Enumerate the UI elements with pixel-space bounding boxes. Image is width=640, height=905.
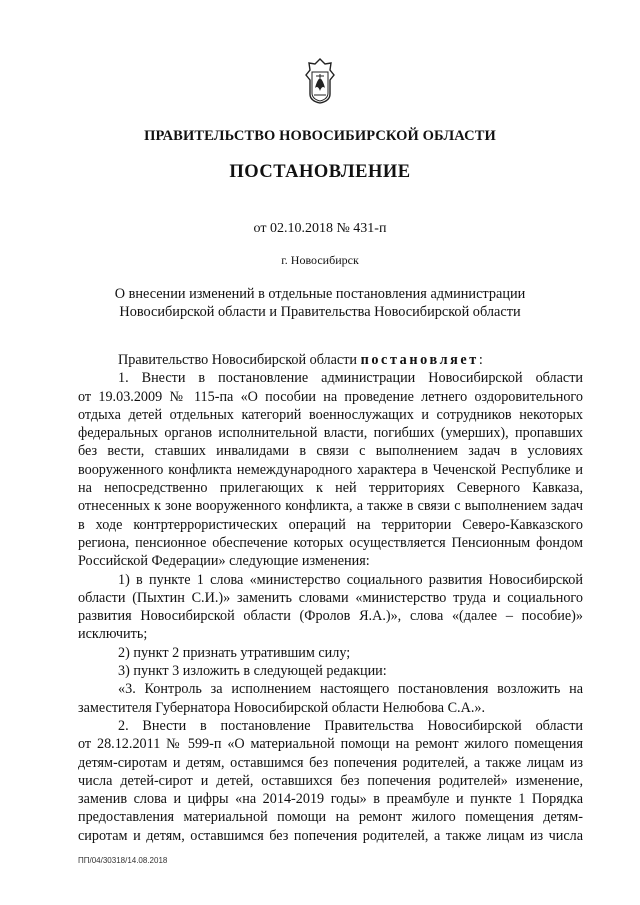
document-type-title: ПОСТАНОВЛЕНИЕ bbox=[229, 162, 411, 182]
body-line: в ходе контртеррористических операций на территории Северо-Кавказского bbox=[78, 516, 583, 533]
body-line: области (Пыхтин С.И.)» заменить словами «министерство труда и социального bbox=[78, 589, 583, 606]
body-line: 2. Внести в постановление Правительства Новосибирской области bbox=[118, 717, 583, 734]
body-line: без вести, ставших инвалидами в связи с выполнением задач в условиях bbox=[78, 443, 583, 460]
organization-name: ПРАВИТЕЛЬСТВО НОВОСИБИРСКОЙ ОБЛАСТИ bbox=[144, 128, 496, 144]
body-line: предоставления материальной помощи на ремонт жилого помещения детям- bbox=[78, 809, 583, 826]
body-line: отнесенных к зоне вооруженного конфликта, а также в связи с выполнением задач bbox=[78, 498, 583, 515]
body-line: сиротам и детям, оставшимся без попечения родителей, а также лицам из числа bbox=[78, 827, 583, 844]
coat-of-arms-emblem bbox=[303, 58, 337, 104]
body-line: 1. Внести в постановление администрации Новосибирской области bbox=[118, 370, 583, 387]
body-line: развития Новосибирской области (Фролов Я.А.)», слова «(далее – пособие)» bbox=[78, 608, 583, 625]
decree-word: постановляет bbox=[360, 352, 479, 368]
preamble-colon: : bbox=[478, 352, 483, 368]
body-line: детям-сиротам и детям, оставшимся без попечения родителей, а также лицам из bbox=[78, 754, 583, 771]
body-line: региона, пенсионное обеспечение которых осуществляется Пенсионным фондом bbox=[78, 534, 583, 551]
body-line: от 19.03.2009 № 115-па «О пособии на проведение летнего оздоровительного bbox=[78, 388, 583, 405]
preamble-line bbox=[78, 351, 583, 369]
subject-line: О внесении изменений в отдельные постановления администрации bbox=[114, 286, 526, 302]
subject-line: Новосибирской области и Правительства Новосибирской области bbox=[119, 303, 521, 320]
body-line: от 28.12.2011 № 599-п «О материальной помощи на ремонт жилого помещения bbox=[78, 736, 583, 753]
body-line: на непосредственно прилегающих к ней территориях Северного Кавказа, bbox=[78, 480, 583, 497]
body-line: исключить; bbox=[78, 626, 148, 643]
body-line: заместителя Губернатора Новосибирской области Нелюбова С.А.». bbox=[78, 699, 486, 716]
body-line: «3. Контроль за исполнением настоящего постановления возложить на bbox=[118, 681, 583, 698]
document-body bbox=[78, 351, 583, 845]
body-line: отдыха детей отдельных категорий военнослужащих и сотрудников некоторых bbox=[78, 406, 583, 423]
footer-document-code: ПП/04/30318/14.08.2018 bbox=[78, 856, 168, 865]
body-line: 1) в пункте 1 слова «министерство социального развития Новосибирской bbox=[118, 571, 583, 588]
city-name: г. Новосибирск bbox=[281, 253, 359, 267]
document-subject bbox=[0, 286, 640, 321]
body-line: 3) пункт 3 изложить в следующей редакции: bbox=[118, 663, 387, 680]
body-line: вооруженного конфликта немеждународного характера в Чеченской Республике и bbox=[78, 461, 583, 478]
body-line: заменив слова и цифры «на 2014-2019 годы» в преамбуле и пункте 1 Порядка bbox=[78, 791, 583, 808]
body-line: Российской Федерации» следующие изменения: bbox=[78, 553, 370, 570]
body-line: числа детей-сирот и детей, оставшихся без попечения родителей» изменение, bbox=[78, 772, 583, 789]
body-line: 2) пункт 2 признать утратившим силу; bbox=[118, 644, 351, 661]
body-line: федеральных органов исполнительной власти, погибших (умерших), пропавших bbox=[78, 425, 583, 442]
date-and-number: от 02.10.2018 № 431-п bbox=[253, 221, 387, 236]
preamble-text: Правительство Новосибирской области bbox=[118, 352, 361, 368]
